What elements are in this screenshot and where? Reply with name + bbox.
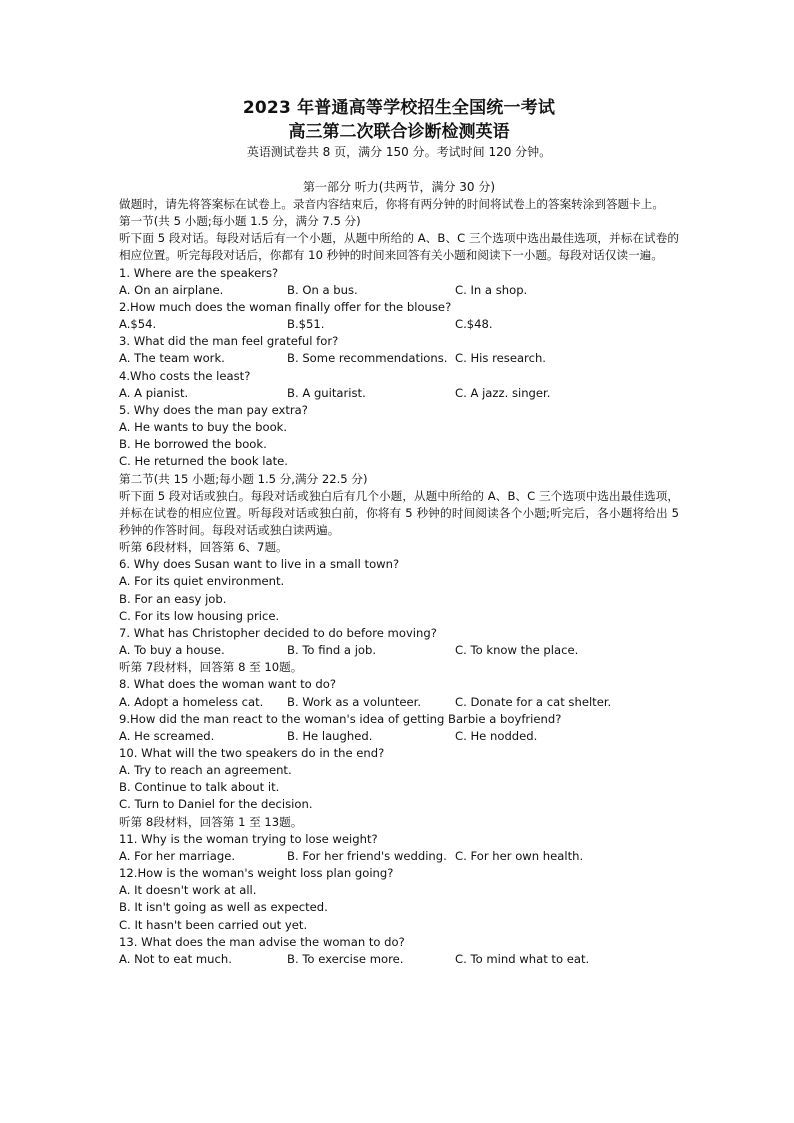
option-a: A. Not to eat much. bbox=[119, 951, 232, 966]
option-b: B. To find a job. bbox=[287, 643, 377, 658]
options-9 bbox=[119, 728, 679, 745]
options-2 bbox=[119, 316, 679, 333]
question-9: 9.How did the man react to the woman's idea of getting Barbie a boyfriend? bbox=[119, 711, 562, 726]
part1-intro: 做题时，请先将答案标在试卷上。录音内容结束后，你将有两分钟的时间将试卷上的答案转涂到答题卡上。 bbox=[119, 197, 664, 211]
option-c: C.$48. bbox=[455, 317, 493, 332]
option-a: A. He screamed. bbox=[119, 728, 215, 743]
options-13 bbox=[119, 951, 679, 968]
option-c: C. Turn to Daniel for the decision. bbox=[119, 797, 313, 812]
option-a: A. It doesn't work at all. bbox=[119, 883, 257, 898]
option-c: C. A jazz. singer. bbox=[455, 385, 551, 400]
question-5: 5. Why does the man pay extra? bbox=[119, 402, 308, 417]
option-b: B. It isn't going as well as expected. bbox=[119, 900, 328, 915]
option-a: A. He wants to buy the book. bbox=[119, 420, 288, 435]
option-a: A. Adopt a homeless cat. bbox=[119, 694, 264, 709]
material-6-instruction: 听第 6段材料，回答第 6、7题。 bbox=[119, 540, 288, 555]
option-b: B. A guitarist. bbox=[287, 385, 366, 400]
question-2: 2.How much does the woman finally offer for the blouse? bbox=[119, 299, 452, 314]
options-7 bbox=[119, 642, 679, 659]
section1-intro: 听下面 5 段对话。每段对话后有一个小题，从题中所给的 A、B、C 三个选项中选出最佳选项，并标在试卷的相应位置。听完每段对话后，你都有 10 秒钟的时间来回答有关小题和阅读下一小题。每段对话仅读一遍。 bbox=[119, 231, 679, 263]
option-a: A. For her marriage. bbox=[119, 848, 236, 863]
options-11 bbox=[119, 848, 679, 865]
question-1: 1. Where are the speakers? bbox=[119, 265, 279, 280]
material-8-instruction: 听第 8段材料，回答第 1 至 13题。 bbox=[119, 814, 303, 829]
question-12: 12.How is the woman's weight loss plan going? bbox=[119, 866, 394, 881]
option-c: C. He returned the book late. bbox=[119, 454, 288, 469]
option-c: C. For her own health. bbox=[455, 848, 584, 863]
option-b: B. For an easy job. bbox=[119, 591, 227, 606]
option-b: B. Some recommendations. bbox=[287, 351, 448, 366]
option-b: B. He borrowed the book. bbox=[119, 437, 267, 452]
option-a: A. On an airplane. bbox=[119, 282, 224, 297]
question-3: 3. What did the man feel grateful for? bbox=[119, 334, 339, 349]
option-a: A.$54. bbox=[119, 317, 157, 332]
section2-intro: 听下面 5 段对话或独白。每段对话或独白后有几个小题，从题中所给的 A、B、C 三个选项中选出最佳选项，并标在试卷的相应位置。听每段对话或独白前，你将有 5 秒钟的时间阅读各个小题;听完后，各小题将给出 5 秒钟的作答时间。每段对话或独白读两遍。 bbox=[119, 488, 679, 537]
option-b: B.$51. bbox=[287, 317, 325, 332]
option-b: B. He laughed. bbox=[287, 728, 373, 743]
option-b: B. Continue to talk about it. bbox=[119, 780, 280, 795]
options-8 bbox=[119, 694, 679, 711]
question-11: 11. Why is the woman trying to lose weight? bbox=[119, 831, 378, 846]
option-a: A. The team work. bbox=[119, 351, 225, 366]
option-b: B. To exercise more. bbox=[287, 951, 404, 966]
exam-info: 英语测试卷共 8 页，满分 150 分。考试时间 120 分钟。 bbox=[246, 145, 552, 159]
section2-title: 第二节(共 15 小题;每小题 1.5 分,满分 22.5 分) bbox=[119, 471, 368, 486]
option-c: C. Donate for a cat shelter. bbox=[455, 694, 612, 709]
option-c: C. His research. bbox=[455, 351, 546, 366]
option-a: A. Try to reach an agreement. bbox=[119, 763, 292, 778]
section1-title: 第一节(共 5 小题;每小题 1.5 分，满分 7.5 分) bbox=[119, 214, 361, 229]
options-3 bbox=[119, 350, 679, 367]
option-c: C. It hasn't been carried out yet. bbox=[119, 917, 308, 932]
option-c: C. He nodded. bbox=[455, 728, 538, 743]
question-6: 6. Why does Susan want to live in a small town? bbox=[119, 557, 400, 572]
options-1 bbox=[119, 282, 679, 299]
question-7: 7. What has Christopher decided to do before moving? bbox=[119, 625, 437, 640]
options-4 bbox=[119, 385, 679, 402]
option-c: C. For its low housing price. bbox=[119, 608, 280, 623]
option-c: C. To know the place. bbox=[455, 643, 579, 658]
part1-title: 第一部分 听力(共两节，满分 30 分) bbox=[302, 180, 496, 194]
option-b: B. Work as a volunteer. bbox=[287, 694, 422, 709]
option-a: A. A pianist. bbox=[119, 385, 189, 400]
option-a: A. To buy a house. bbox=[119, 643, 225, 658]
option-b: B. On a bus. bbox=[287, 282, 358, 297]
question-10: 10. What will the two speakers do in the end? bbox=[119, 746, 385, 760]
question-8: 8. What does the woman want to do? bbox=[119, 677, 337, 692]
question-13: 13. What does the man advise the woman to do? bbox=[119, 934, 405, 949]
exam-title: 2023 年普通高等学校招生全国统一考试 bbox=[242, 98, 556, 118]
exam-content bbox=[119, 96, 679, 968]
material-7-instruction: 听第 7段材料，回答第 8 至 10题。 bbox=[119, 660, 303, 675]
option-a: A. For its quiet environment. bbox=[119, 574, 285, 589]
question-4: 4.Who costs the least? bbox=[119, 368, 251, 383]
option-c: C. To mind what to eat. bbox=[455, 951, 590, 966]
exam-subtitle: 高三第二次联合诊断检测英语 bbox=[288, 122, 510, 142]
option-c: C. In a shop. bbox=[455, 282, 528, 297]
option-b: B. For her friend's wedding. bbox=[287, 848, 447, 863]
